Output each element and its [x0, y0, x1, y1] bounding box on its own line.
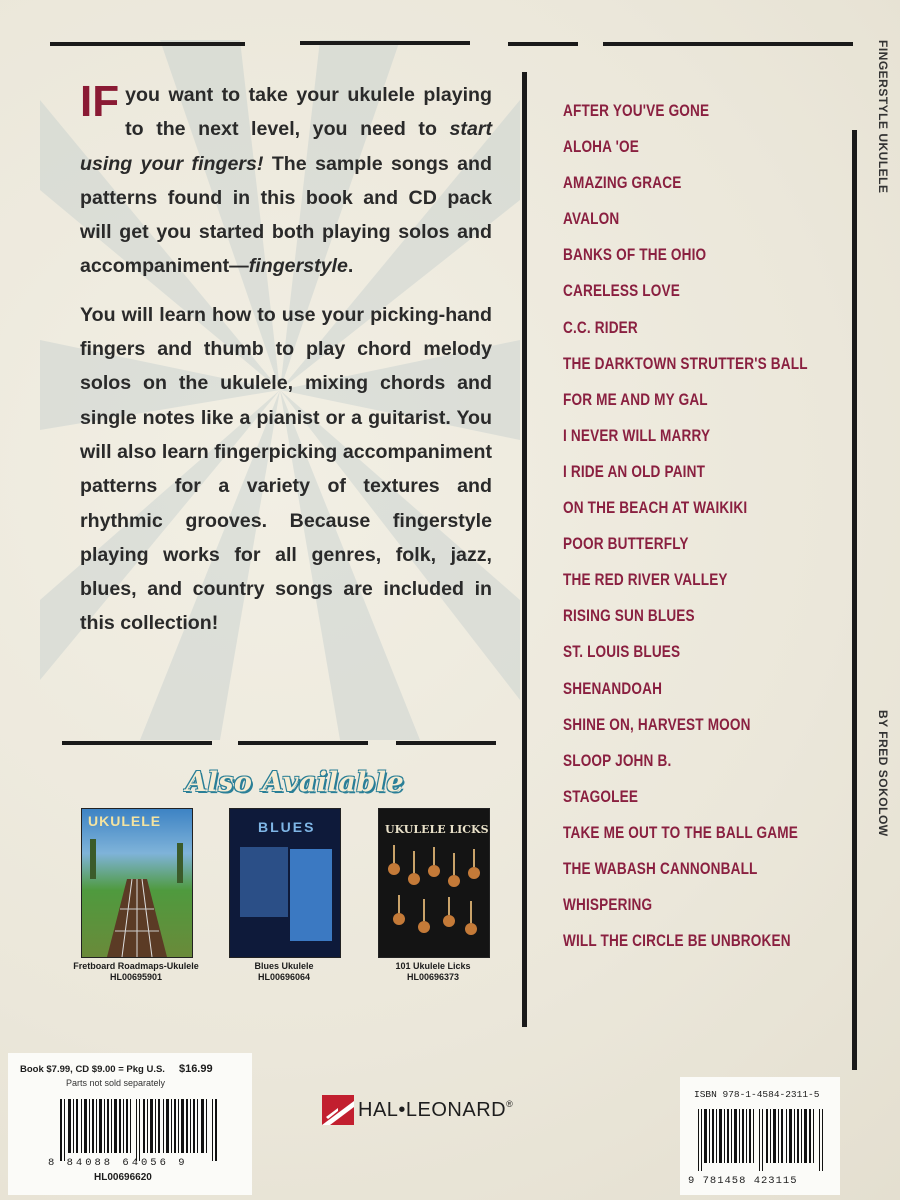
isbn-barcode-box: [680, 1077, 840, 1195]
spine-author: BY FRED SOKOLOW: [876, 710, 890, 837]
ukulele-illustrations: [379, 809, 489, 957]
intro-p1-emphasis-2: fingerstyle: [248, 255, 348, 278]
song-item: POOR BUTTERFLY: [563, 534, 689, 554]
song-item: SHINE ON, HARVEST MOON: [563, 714, 751, 734]
upc-barcode: [60, 1099, 220, 1161]
book-caption-2: [209, 961, 359, 983]
intro-text: [80, 78, 492, 655]
isbn-digits: 9 781458 423115: [688, 1175, 798, 1187]
upc-digits: 8 84088 64056 9: [48, 1157, 188, 1169]
book-code-1: HL00695901: [109, 972, 163, 982]
center-vertical-rule: [522, 72, 527, 1027]
song-item: AMAZING GRACE: [563, 173, 682, 193]
book-caption-1: [61, 961, 211, 983]
book-cover-blues-ukulele: [229, 808, 341, 958]
song-item: CARELESS LOVE: [563, 281, 680, 301]
publisher-name: [358, 1099, 513, 1122]
mid-rule-2: [238, 741, 368, 745]
song-item: I NEVER WILL MARRY: [563, 425, 711, 445]
registered-mark: ®: [506, 1099, 514, 1109]
blues-cover-panel-2: [290, 849, 332, 941]
hal-leonard-mark-icon: [322, 1095, 354, 1125]
song-item: SHENANDOAH: [563, 678, 663, 698]
intro-paragraph-1: [80, 78, 492, 284]
song-item: ON THE BEACH AT WAIKIKI: [563, 498, 748, 518]
book-cover-101-ukulele-licks: [378, 808, 490, 958]
price-amount: $16.99: [178, 1063, 213, 1075]
book-caption-3: [358, 961, 508, 983]
fretboard-illustration: [82, 809, 192, 957]
book-cover-title: UKULELE LICKS: [385, 823, 489, 836]
product-code: HL00696620: [94, 1172, 152, 1183]
song-item: SLOOP JOHN B.: [563, 750, 672, 770]
book-title-1: Fretboard Roadmaps-Ukulele: [73, 961, 199, 971]
price-note: Parts not sold separately: [66, 1078, 166, 1088]
song-list: [563, 95, 869, 961]
song-item: RISING SUN BLUES: [563, 606, 695, 626]
price-line: [20, 1063, 213, 1075]
top-rule-3: [508, 42, 578, 46]
book-cover-title: UKULELE: [88, 813, 162, 829]
song-item: TAKE ME OUT TO THE BALL GAME: [563, 822, 798, 842]
song-item: AFTER YOU'VE GONE: [563, 101, 710, 120]
song-item: THE DARKTOWN STRUTTER'S BALL: [563, 353, 808, 373]
song-item: C.C. RIDER: [563, 317, 638, 337]
publisher-wordmark: HAL•LEONARD: [358, 1099, 507, 1121]
book-code-2: HL00696064: [257, 972, 311, 982]
song-item: BANKS OF THE OHIO: [563, 245, 707, 265]
mid-rule-1: [62, 741, 212, 745]
intro-paragraph-2: You will learn how to use your picking-hand fingers and thumb to play chord melody solos on the ukulele, mixing chords and single notes like a pianist or a guitarist. You will also learn fingerpicking accompaniment patterns for a variety of textures and rhythmic grooves. Because fingerstyle playing works for all genres, folk, jazz, blues, and country songs are included in this collection!: [80, 303, 492, 635]
song-item: I RIDE AN OLD PAINT: [563, 461, 706, 481]
song-item: WILL THE CIRCLE BE UNBROKEN: [563, 931, 791, 951]
intro-p1-emphasis: start using your fingers!: [80, 118, 492, 175]
price-barcode-box: [8, 1053, 252, 1195]
intro-p1-end: .: [347, 255, 354, 278]
also-available-title: Also Available: [186, 767, 405, 798]
book-cover-fretboard-roadmaps: [81, 808, 193, 958]
song-item: ST. LOUIS BLUES: [563, 642, 681, 662]
price-breakdown: Book $7.99, CD $9.00 = Pkg U.S.: [20, 1064, 165, 1075]
isbn-barcode: [698, 1109, 826, 1171]
blues-cover-panel: [240, 847, 288, 917]
mid-rule-3: [396, 741, 496, 745]
drop-cap: IF: [80, 77, 120, 126]
book-title-3: 101 Ukulele Licks: [395, 961, 471, 971]
spine-title: FINGERSTYLE UKULELE: [876, 40, 890, 194]
song-item: STAGOLEE: [563, 786, 639, 806]
top-rule-2: [300, 41, 470, 45]
book-cover-title: BLUES: [258, 819, 316, 835]
top-rule-4: [603, 42, 853, 46]
isbn-label: ISBN 978-1-4584-2311-5: [694, 1089, 820, 1100]
song-item: WHISPERING: [563, 895, 653, 915]
song-item: AVALON: [563, 209, 620, 229]
song-item: THE RED RIVER VALLEY: [563, 570, 728, 590]
book-title-2: Blues Ukulele: [254, 961, 314, 971]
book-code-3: HL00696373: [406, 972, 460, 982]
top-rule-1: [50, 42, 245, 46]
song-item: THE WABASH CANNONBALL: [563, 858, 758, 878]
intro-p1-text-2: The sample songs and patterns found in this book and CD pack will get you started both playing solos and accompaniment—: [80, 152, 492, 278]
song-item: FOR ME AND MY GAL: [563, 389, 708, 409]
intro-p1-text: you want to take your ukulele playing to the next level, you need to: [125, 84, 492, 141]
song-item: ALOHA 'OE: [563, 137, 639, 157]
